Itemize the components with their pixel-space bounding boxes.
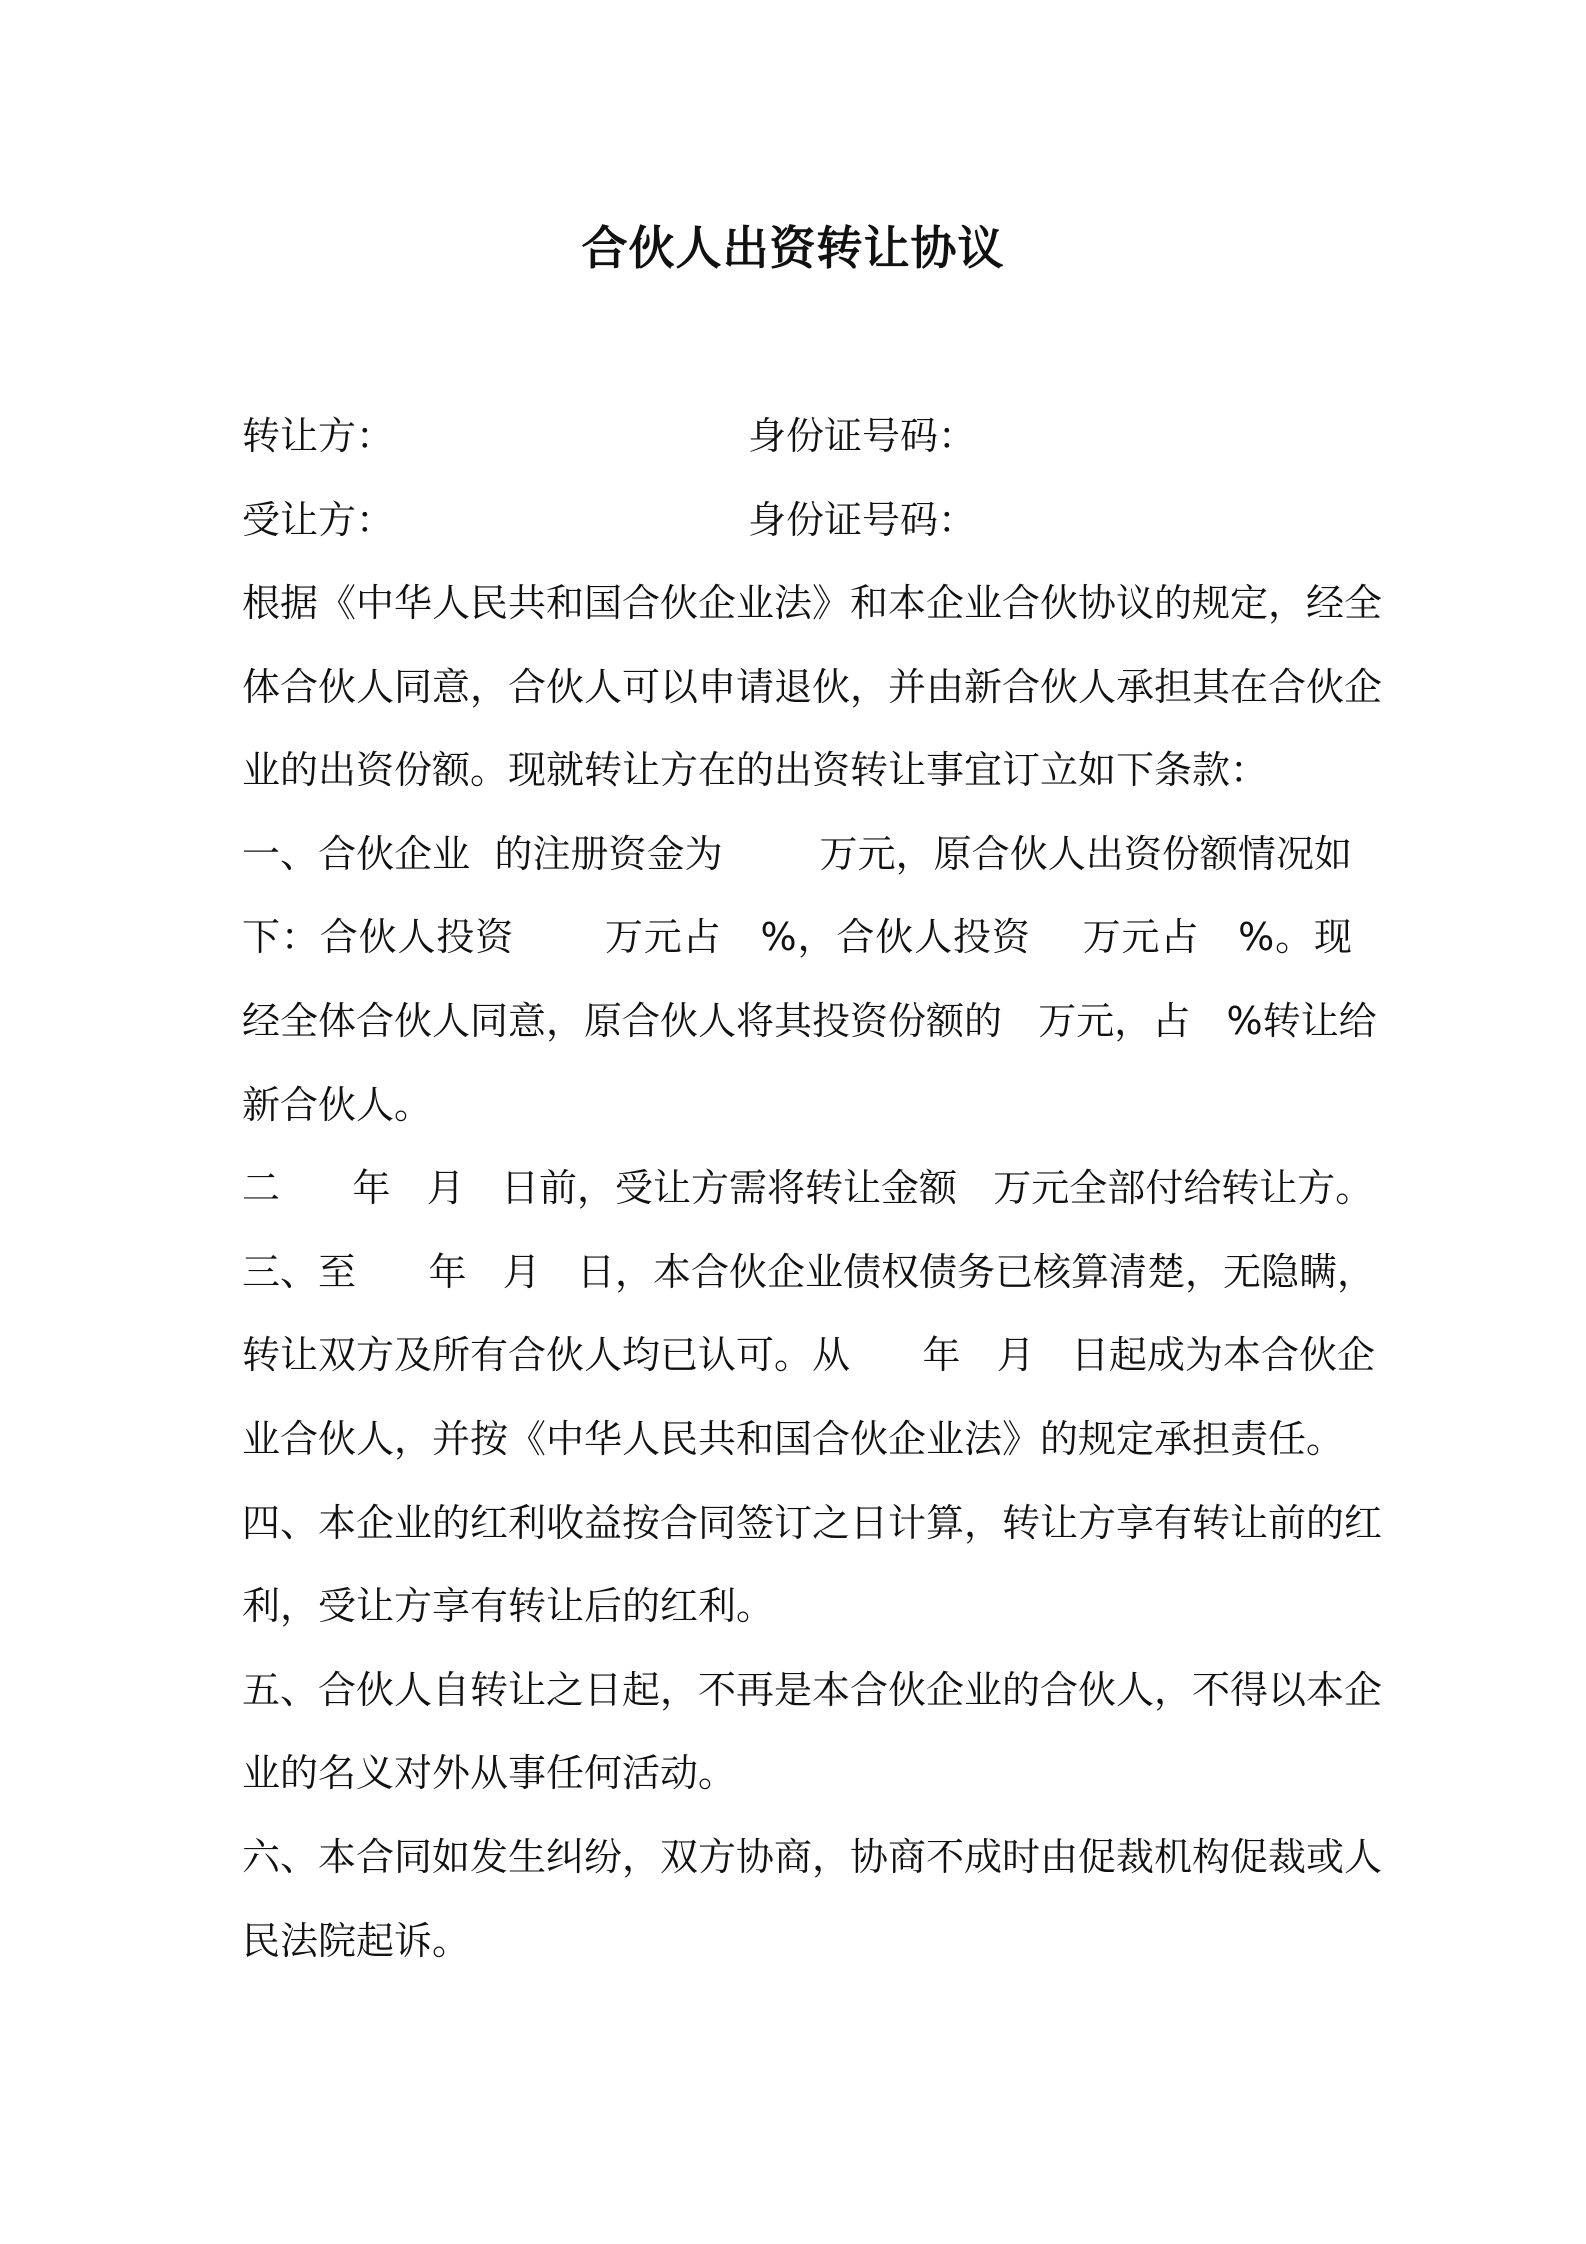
clause-5-line: 五、合伙人自转让之日起，不再是本合伙企业的合伙人，不得以本企 — [242, 1668, 1383, 1712]
clause-1-line: 新合伙人。 — [242, 1083, 433, 1127]
transferor-id-label: 身份证号码： — [748, 414, 977, 458]
transferee-label: 受让方： — [242, 498, 395, 542]
clause-1-line: 下：合伙人投资 万元占 %，合伙人投资 万元占 %。现 — [242, 915, 1352, 959]
clause-3-line: 业合伙人，并按《中华人民共和国合伙企业法》的规定承担责任。 — [242, 1417, 1345, 1461]
document-title: 合伙人出资转让协议 — [581, 221, 1005, 275]
clause-6-line: 民法院起诉。 — [242, 1919, 471, 1963]
clause-3-line: 三、至 年 月 日，本合伙企业债权债务已核算清楚，无隐瞒， — [242, 1250, 1375, 1294]
clause-6-line: 六、本合同如发生纠纷，双方协商，协商不成时由促裁机构促裁或人 — [242, 1835, 1383, 1879]
clause-2-line: 二 年 月 日前，受让方需将转让金额 万元全部付给转让方。 — [242, 1166, 1374, 1210]
body-line: 体合伙人同意，合伙人可以申请退伙，并由新合伙人承担其在合伙企 — [242, 665, 1383, 709]
clause-4-line: 利，受让方享有转让后的红利。 — [242, 1584, 775, 1628]
clause-1-line: 经全体合伙人同意，原合伙人将其投资份额的 万元，占 %转让给 — [242, 999, 1377, 1043]
transferee-id-label: 身份证号码： — [748, 498, 977, 542]
body-line: 业的出资份额。现就转让方在的出资转让事宜订立如下条款： — [242, 748, 1269, 792]
clause-1-line: 一、合伙企业 的注册资金为 万元，原合伙人出资份额情况如 — [242, 832, 1352, 876]
clause-3-line: 转让双方及所有合伙人均已认可。从 年 月 日起成为本合伙企 — [242, 1333, 1375, 1377]
body-line: 根据《中华人民共和国合伙企业法》和本企业合伙协议的规定，经全 — [242, 581, 1383, 625]
clause-4-line: 四、本企业的红利收益按合同签订之日计算，转让方享有转让前的红 — [242, 1501, 1383, 1545]
transferor-label: 转让方： — [242, 414, 395, 458]
clause-5-line: 业的名义对外从事任何活动。 — [242, 1751, 737, 1795]
